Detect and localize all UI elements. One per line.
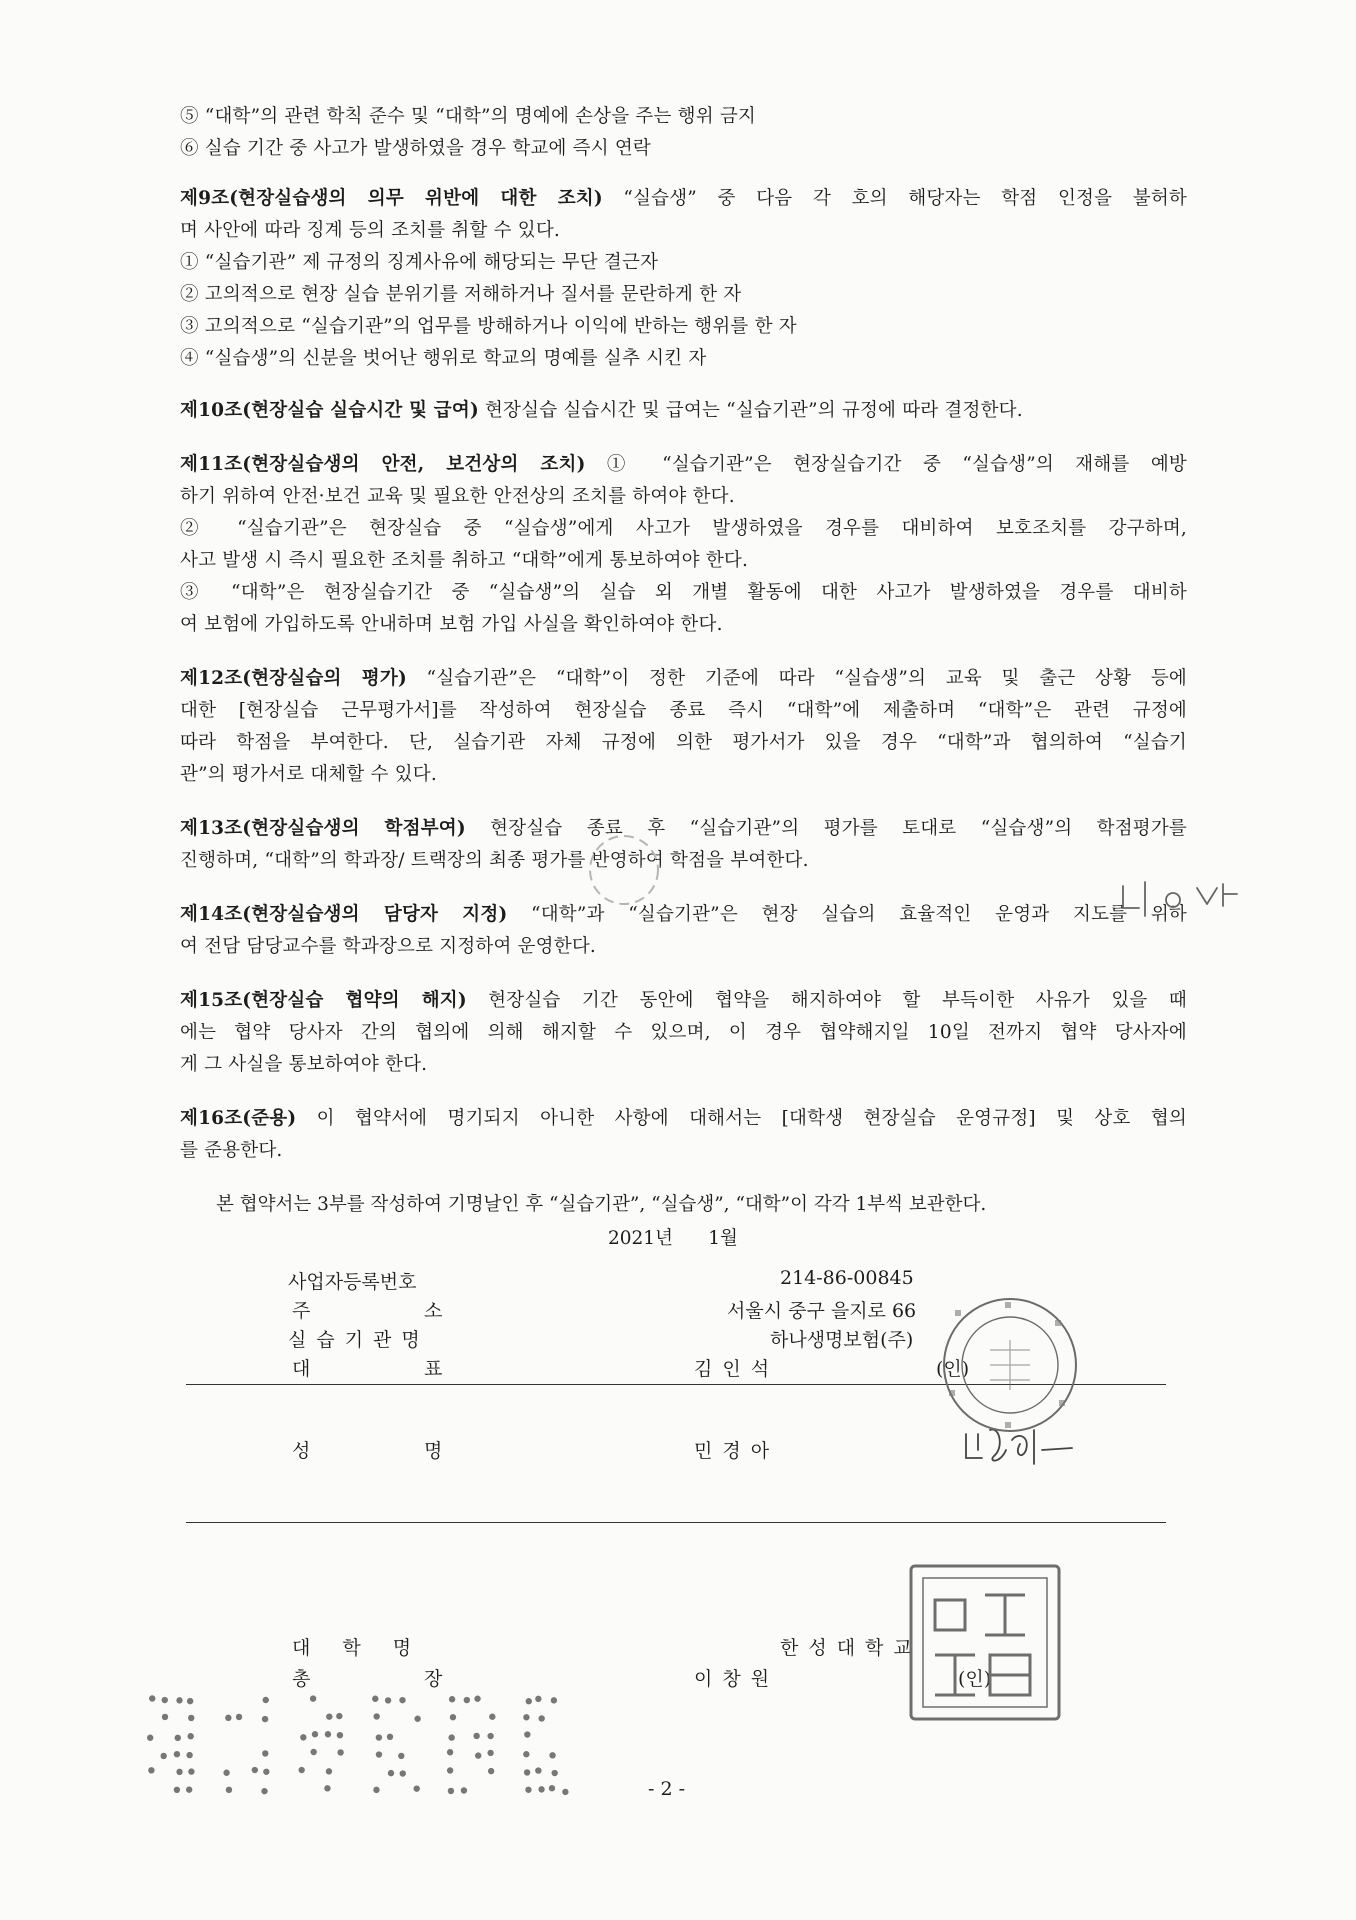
article-14-text-1: “대학”과 “실습기관”은 현장 실습의 효율적인 운영과 지도를 위하 <box>507 904 1187 925</box>
address-label-2: 소 <box>424 1300 443 1322</box>
article-10-line-1 <box>180 396 1023 422</box>
article-11-line-4: 사고 발생 시 즉시 필요한 조치를 취하고 “대학”에게 통보하여야 한다. <box>180 550 749 571</box>
article-14-line-2: 여 전담 담당교수를 학과장으로 지정하여 운영한다. <box>180 936 596 957</box>
article-11-line-2: 하기 위하여 안전·보건 교육 및 필요한 안전상의 조치를 하여야 한다. <box>180 486 735 507</box>
student-name-label-1: 성 <box>292 1440 311 1462</box>
representative-label-2: 표 <box>424 1358 443 1380</box>
signature-divider-2 <box>186 1522 1166 1523</box>
article-11-heading: 제11조(현장실습생의 안전, 보건상의 조치) <box>180 454 586 475</box>
student-name-value: 민경아 <box>694 1440 780 1462</box>
contract-date: 2021년 1월 <box>608 1228 738 1249</box>
article-13-heading: 제13조(현장실습생의 학점부여) <box>180 818 466 839</box>
student-name-label-2: 명 <box>424 1440 443 1462</box>
article-9-item-1: ① “실습기관” 제 규정의 징계사유에 해당되는 무단 결근자 <box>180 252 659 273</box>
address-label-1: 주 <box>292 1300 311 1322</box>
article-12-heading: 제12조(현장실습의 평가) <box>180 668 407 689</box>
article-15-line-2: 에는 협약 당사자 간의 협의에 의해 해지할 수 있으며, 이 경우 협약해지일 10일 전까지 협약 당사자에 <box>180 1022 1187 1043</box>
article-14-line-1 <box>180 900 1187 926</box>
page-number: - 2 - <box>648 1778 686 1800</box>
article-11-line-1 <box>180 450 1187 476</box>
seal-mark-company: (인) <box>936 1358 970 1380</box>
article-15-line-3: 게 그 사실을 통보하여야 한다. <box>180 1054 428 1075</box>
article-11-text-1: ① “실습기관”은 현장실습기간 중 “실습생”의 재해를 예방 <box>585 454 1187 475</box>
article-14-heading: 제14조(현장실습생의 담당자 지정) <box>180 904 508 925</box>
president-label-2: 장 <box>424 1668 443 1690</box>
faint-stamp-icon <box>584 830 664 914</box>
article-12-text-1: “실습기관”은 “대학”이 정한 기준에 따라 “실습생”의 교육 및 출근 상황 등에 <box>406 668 1187 689</box>
article-9-item-2: ② 고의적으로 현장 실습 분위기를 저해하거나 질서를 문란하게 한 자 <box>180 284 742 305</box>
representative-value: 김인석 <box>694 1358 780 1380</box>
article-16-heading: 제16조(준용) <box>180 1108 297 1129</box>
article-16-line-2: 를 준용한다. <box>180 1140 283 1161</box>
business-number-label: 사업자등록번호 <box>288 1271 417 1293</box>
article-12-line-1 <box>180 664 1187 690</box>
university-label: 대학명 <box>292 1637 444 1659</box>
article-11-line-5: ③ “대학”은 현장실습기간 중 “실습생”의 실습 외 개별 활동에 대한 사고가 발생하였을 경우를 대비하 <box>180 582 1187 603</box>
president-label-1: 총 <box>292 1668 311 1690</box>
article-16-text-1: 이 협약서에 명기되지 아니한 사항에 대해서는 [대학생 현장실습 운영규정] 및 상호 협의 <box>296 1108 1187 1129</box>
article-10-heading: 제10조(현장실습 실습시간 및 급여) <box>180 400 479 421</box>
article-16-line-1 <box>180 1104 1187 1130</box>
president-value: 이창원 <box>694 1668 780 1690</box>
perforation-dots-icon <box>140 1690 620 1814</box>
article-12-line-3: 따라 학점을 부여한다. 단, 실습기관 자체 규정에 의한 평가서가 있을 경우 “대학”과 협의하여 “실습기 <box>180 732 1187 753</box>
article-9-item-3: ③ 고의적으로 “실습기관”의 업무를 방해하거나 이익에 반하는 행위를 한 자 <box>180 316 797 337</box>
article-11-line-3: ② “실습기관”은 현장실습 중 “실습생”에게 사고가 발생하였을 경우를 대비하여 보호조치를 강구하며, <box>180 518 1187 539</box>
article-12-line-4: 관”의 평가서로 대체할 수 있다. <box>180 764 437 785</box>
clause-item-5: ⑤ “대학”의 관련 학칙 준수 및 “대학”의 명예에 손상을 주는 행위 금지 <box>180 106 756 127</box>
address-value: 서울시 중구 을지로 66 <box>727 1300 917 1322</box>
article-10-text-1: 현장실습 실습시간 및 급여는 “실습기관”의 규정에 따라 결정한다. <box>478 400 1023 421</box>
article-11-line-6: 여 보험에 가입하도록 안내하며 보험 가입 사실을 확인하여야 한다. <box>180 614 723 635</box>
closing-statement: 본 협약서는 3부를 작성하여 기명날인 후 “실습기관”, “실습생”, “대학”이 각각 1부씩 보관한다. <box>216 1194 987 1215</box>
handwritten-note <box>1115 876 1255 930</box>
seal-mark-university: (인) <box>958 1668 992 1690</box>
organization-label: 실습기관명 <box>288 1329 430 1351</box>
article-9-text-1: “실습생” 중 다음 각 호의 해당자는 학점 인정을 불허하 <box>602 188 1187 209</box>
article-13-text-1: 현장실습 종료 후 “실습기관”의 평가를 토대로 “실습생”의 학점평가를 <box>465 818 1187 839</box>
article-13-line-2: 진행하며, “대학”의 학과장/ 트랙장의 최종 평가를 반영하여 학점을 부여한다. <box>180 850 809 871</box>
article-13-line-1 <box>180 814 1187 840</box>
article-9-line-1 <box>180 184 1187 210</box>
business-number-value: 214-86-00845 <box>780 1267 914 1289</box>
university-value: 한성대학교 <box>780 1637 922 1659</box>
company-seal-icon <box>935 1290 1085 1444</box>
article-9-item-4: ④ “실습생”의 신분을 벗어난 행위로 학교의 명예를 실추 시킨 자 <box>180 348 707 369</box>
university-seal-icon <box>905 1560 1065 1729</box>
organization-value: 하나생명보험(주) <box>770 1329 914 1351</box>
clause-item-6: ⑥ 실습 기간 중 사고가 발생하였을 경우 학교에 즉시 연락 <box>180 138 651 159</box>
article-12-line-2: 대한 [현장실습 근무평가서]를 작성하여 현장실습 종료 즉시 “대학”에 제출하며 “대학”은 관련 규정에 <box>180 700 1187 721</box>
article-15-heading: 제15조(현장실습 협약의 해지) <box>180 990 467 1011</box>
article-15-text-1: 현장실습 기간 동안에 협약을 해지하여야 할 부득이한 사유가 있을 때 <box>466 990 1187 1011</box>
article-9-line-2: 며 사안에 따라 징계 등의 조치를 취할 수 있다. <box>180 220 561 241</box>
article-9-heading: 제9조(현장실습생의 의무 위반에 대한 조치) <box>180 188 603 209</box>
representative-label-1: 대 <box>292 1358 311 1380</box>
article-15-line-1 <box>180 986 1187 1012</box>
